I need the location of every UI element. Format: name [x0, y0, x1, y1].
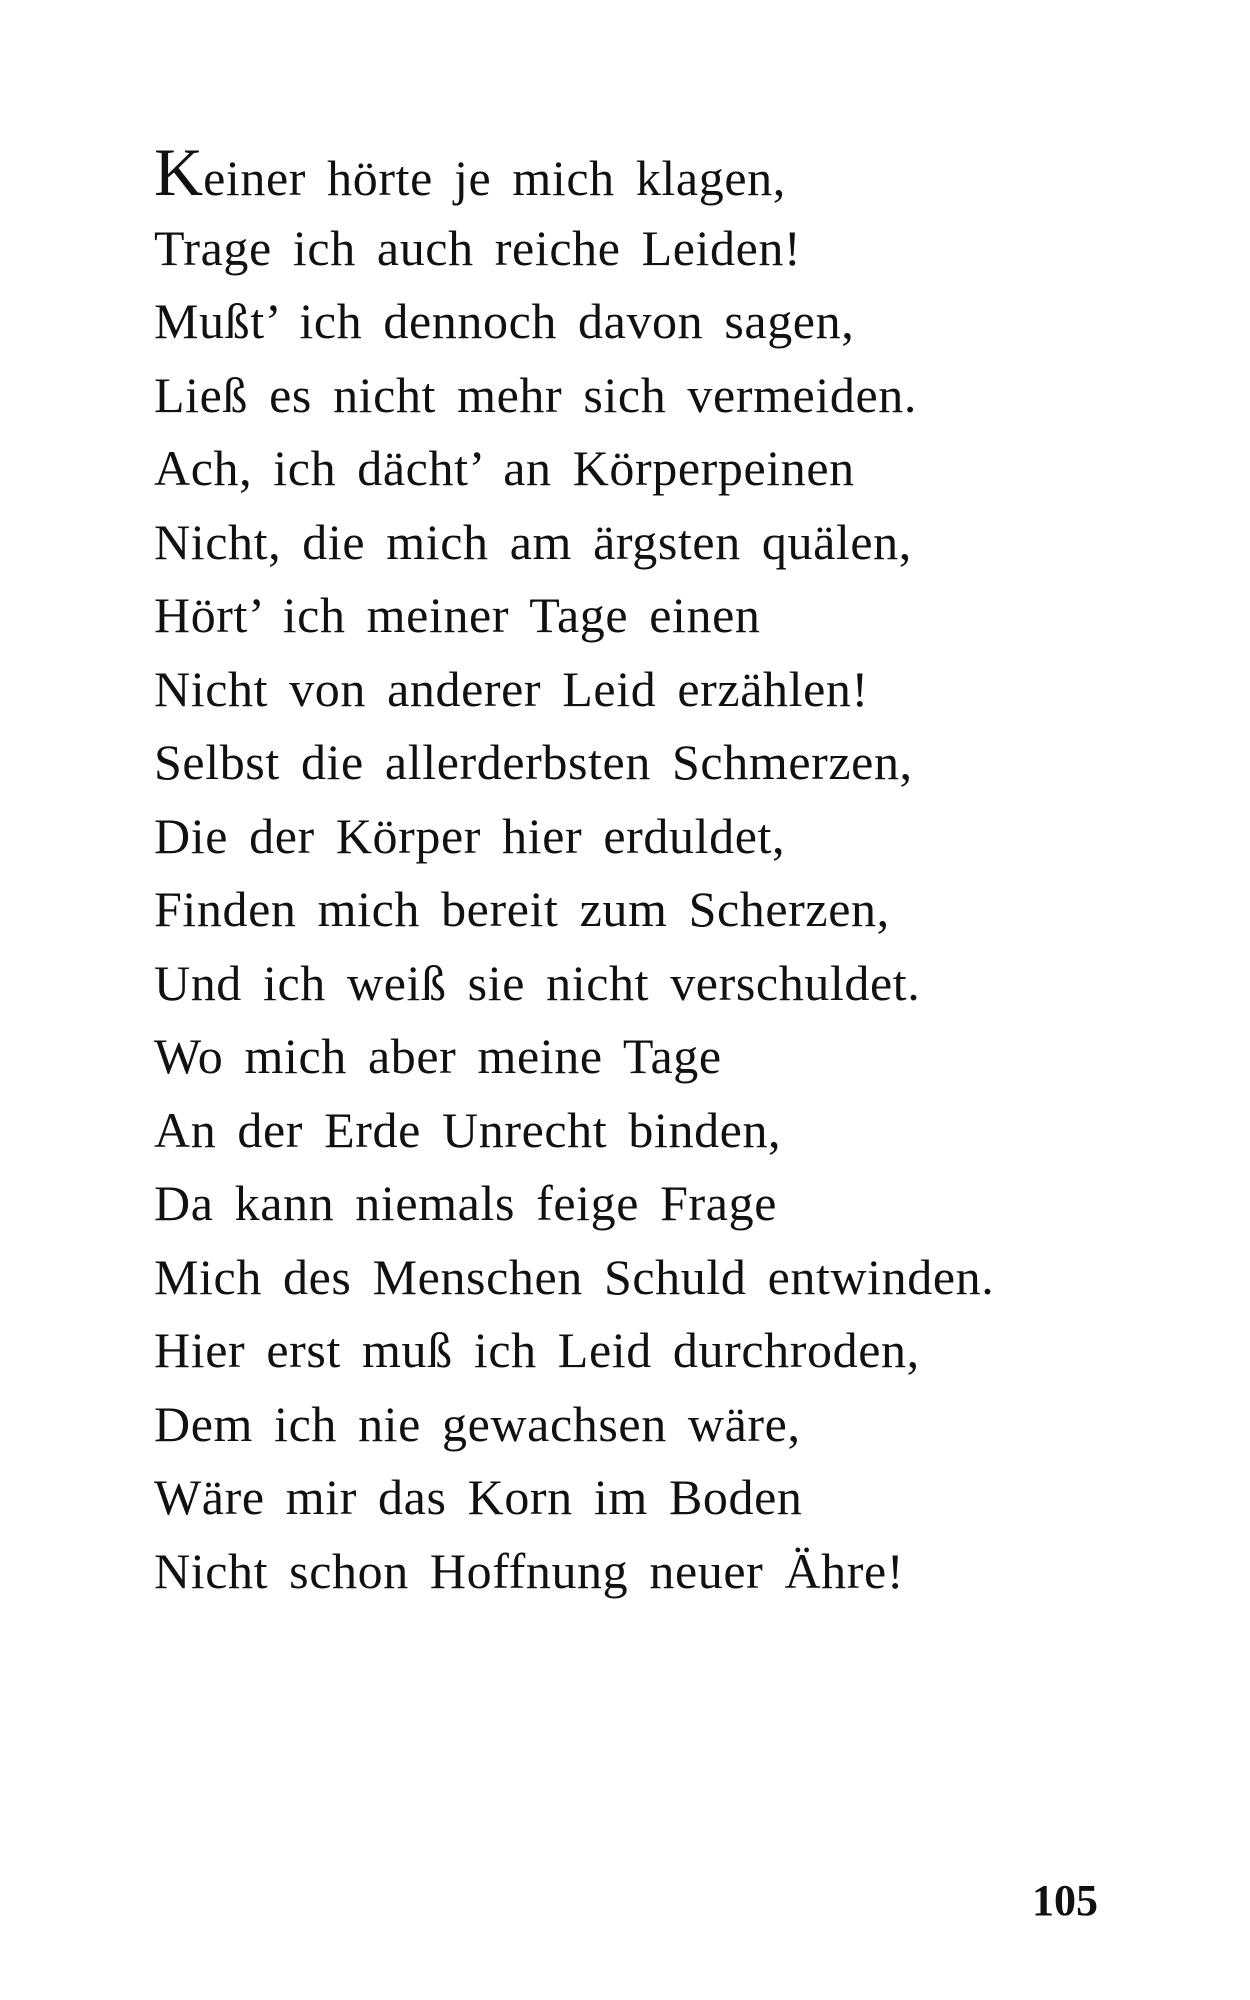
poem-line: Dem ich nie gewachsen wäre, — [154, 1395, 801, 1452]
poem-line-1 — [154, 134, 994, 212]
poem-line: Die der Körper hier erduldet, — [154, 807, 786, 864]
poem-line: Da kann niemals feige Frage — [154, 1175, 777, 1231]
page-number: 105 — [1032, 1876, 1098, 1925]
first-line-text: einer hörte je mich klagen, — [203, 150, 786, 206]
poem-line: Finden mich bereit zum Scherzen, — [154, 881, 890, 937]
poem-line: Selbst die allerderbsten Schmerzen, — [154, 734, 913, 790]
poem-line: Hier erst muß ich Leid durchroden, — [154, 1322, 920, 1378]
poem-line: Ach, ich dächt’ an Körperpeinen — [154, 440, 855, 496]
poem — [154, 134, 995, 1608]
drop-initial: K — [154, 134, 204, 210]
poem-line: An der Erde Unrecht binden, — [154, 1101, 782, 1158]
poem-line: Hört’ ich meiner Tage einen — [154, 587, 761, 643]
poem-line: Nicht, die mich am ärgsten quälen, — [154, 513, 912, 570]
poem-line: Ließ es nicht mehr sich vermeiden. — [154, 366, 917, 423]
poem-line: Nicht von anderer Leid erzählen! — [154, 660, 869, 717]
poem-line: Und ich weiß sie nicht verschuldet. — [154, 954, 921, 1011]
poem-line: Mußt’ ich dennoch davon sagen, — [154, 293, 855, 349]
poem-line: Nicht schon Hoffnung neuer Ähre! — [154, 1542, 905, 1599]
poem-line: Wäre mir das Korn im Boden — [154, 1469, 803, 1525]
poem-line: Mich des Menschen Schuld entwinden. — [154, 1248, 995, 1305]
poem-line: Wo mich aber meine Tage — [154, 1028, 722, 1084]
poem-line: Trage ich auch reiche Leiden! — [154, 219, 802, 276]
